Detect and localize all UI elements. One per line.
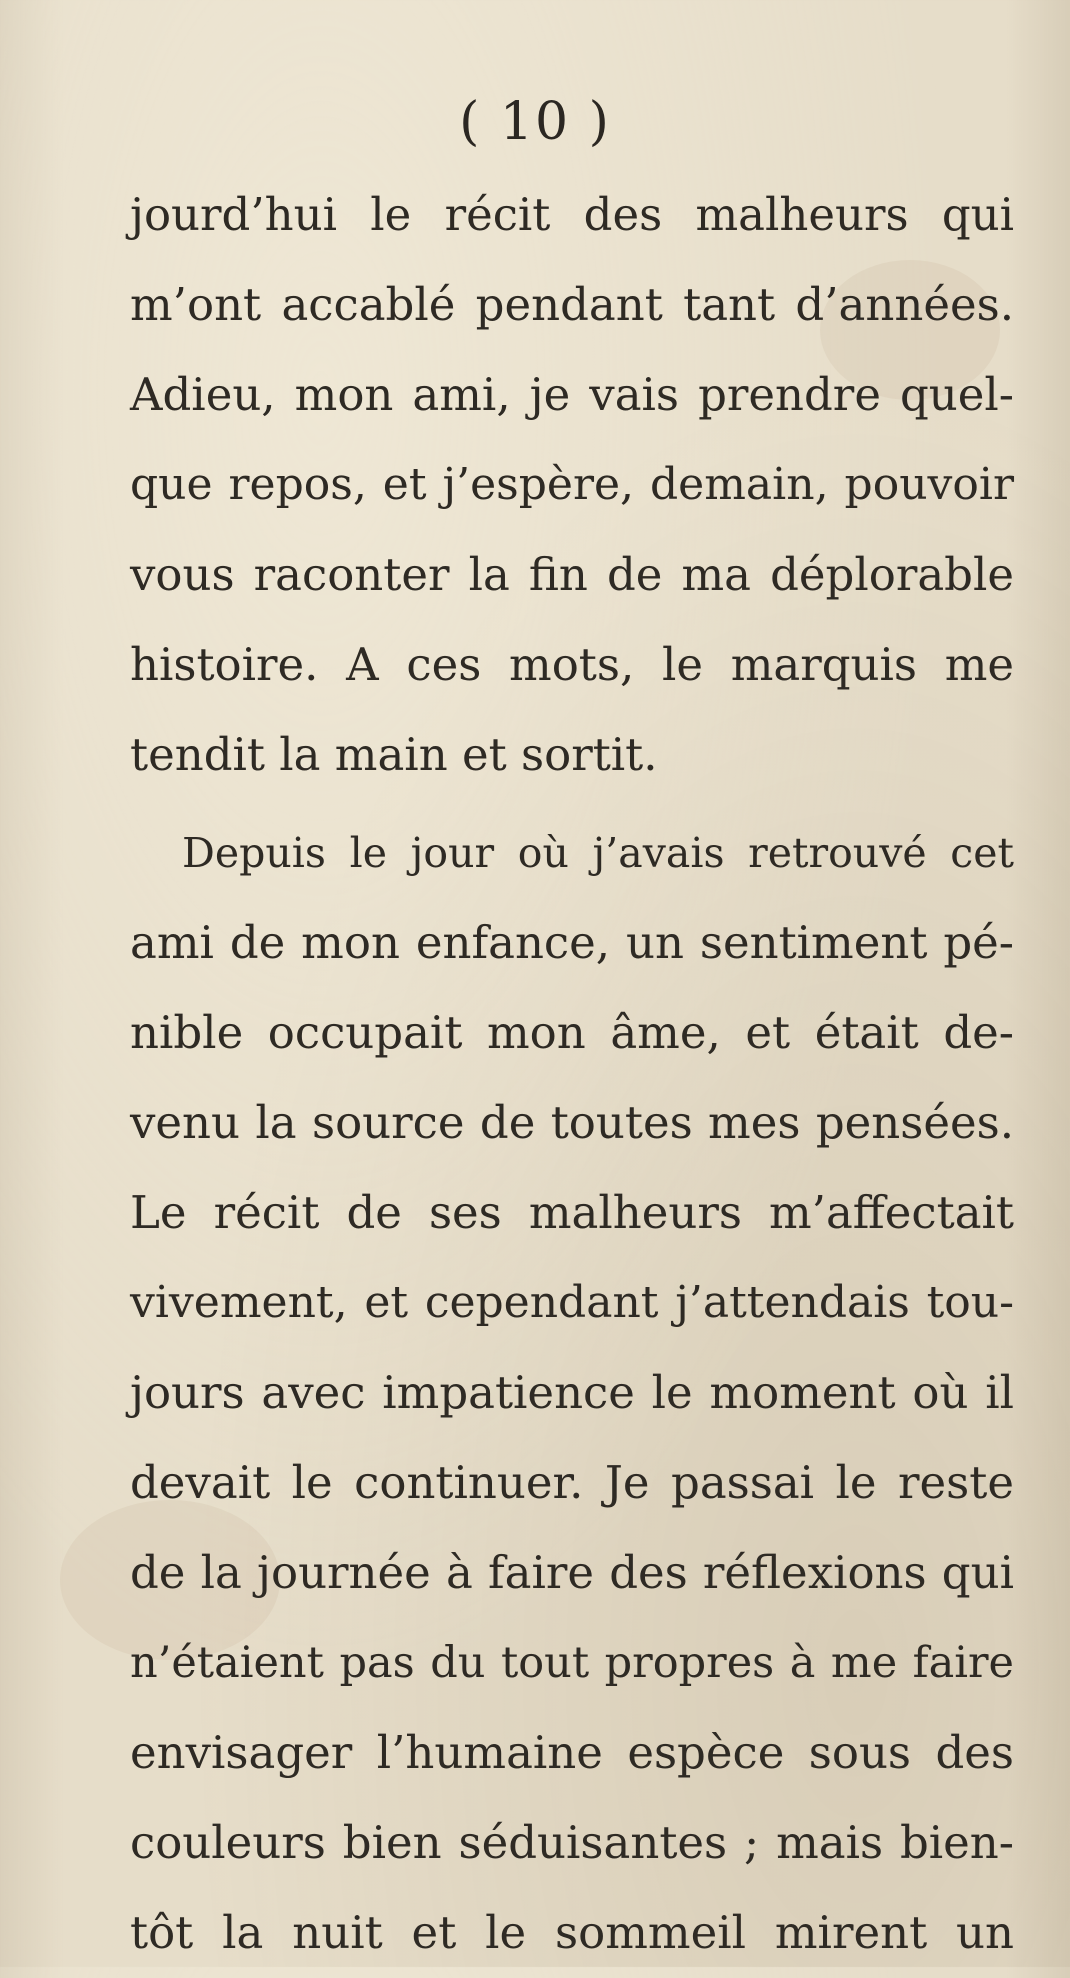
text-line: venu la source de toutes mes pensées. xyxy=(130,1096,1014,1149)
paragraph xyxy=(130,808,1014,1978)
text-line: jourd’hui le récit des malheurs qui xyxy=(130,188,1014,241)
text-line: tendit la main et sortit. xyxy=(130,728,658,781)
text-line: tôt la nuit et le sommeil mirent un xyxy=(130,1906,1014,1959)
text-line: Depuis le jour où j’avais retrouvé cet xyxy=(182,829,1014,877)
text-line: histoire. A ces mots, le marquis me xyxy=(130,638,1014,691)
text-line: nible occupait mon âme, et était de- xyxy=(130,1006,1014,1059)
paragraph xyxy=(130,170,1014,800)
text-line: couleurs bien séduisantes ; mais bien- xyxy=(130,1816,1014,1869)
page-number: ( 10 ) xyxy=(459,92,611,152)
text-line: Le récit de ses malheurs m’affectait xyxy=(130,1186,1014,1239)
text-line: ami de mon enfance, un sentiment pé- xyxy=(130,916,1014,969)
text-line: envisager l’humaine espèce sous des xyxy=(130,1726,1014,1779)
text-line: de la journée à faire des réflexions qui xyxy=(130,1546,1014,1599)
body-text xyxy=(130,170,1014,1978)
text-line: que repos, et j’espère, demain, pouvoir xyxy=(130,459,1014,510)
text-line: jours avec impatience le moment où il xyxy=(130,1366,1014,1419)
text-line: devait le continuer. Je passai le reste xyxy=(130,1456,1014,1509)
text-line: vivement, et cependant j’attendais tou- xyxy=(130,1277,1014,1328)
text-line: n’étaient pas du tout propres à me faire xyxy=(130,1638,1014,1688)
text-line: vous raconter la fin de ma déplorable xyxy=(130,548,1014,601)
text-line: Adieu, mon ami, je vais prendre quel- xyxy=(130,368,1014,421)
text-line: m’ont accablé pendant tant d’années. xyxy=(130,278,1014,331)
